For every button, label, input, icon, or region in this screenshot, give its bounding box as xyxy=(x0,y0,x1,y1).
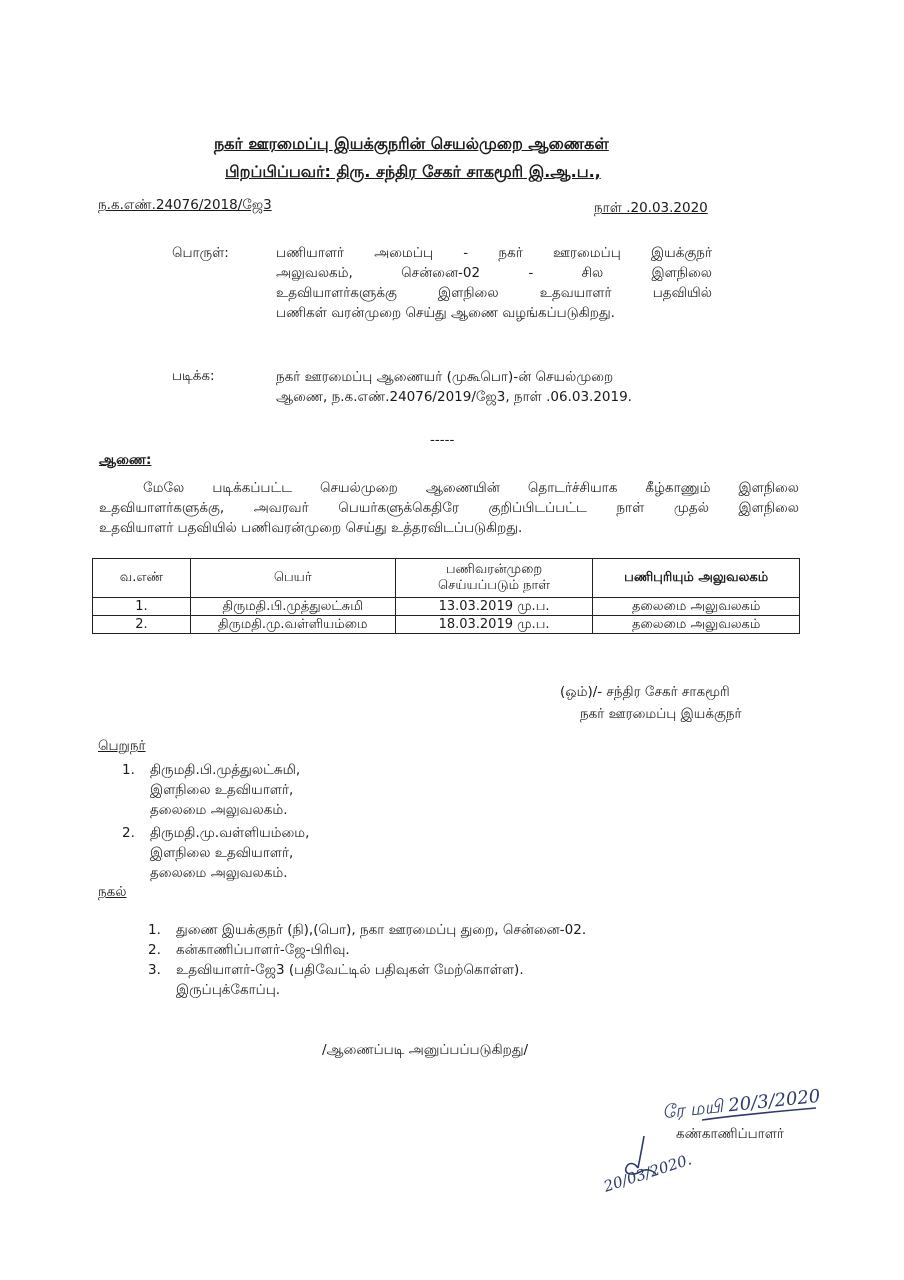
handwritten-initials: ரே மயி 20/3/2020 xyxy=(661,1085,822,1124)
list-number: 1. xyxy=(122,762,135,778)
copy-item-text: கன்காணிப்பாளர்-ஜே-பிரிவு. xyxy=(176,942,350,958)
handwritten-date: 20/03/2020. xyxy=(601,1150,694,1196)
subject-line: பணியாளர் அமைப்பு - நகர் ஊரமைப்பு இயக்குநர் xyxy=(276,245,712,261)
recipients-label: பெறுநர் xyxy=(98,738,146,754)
list-number: 2. xyxy=(122,825,135,841)
read-text xyxy=(276,367,716,407)
table-header-row xyxy=(93,559,800,598)
copy-item-text: உதவியாளர்-ஜே3 (பதிவேட்டில் பதிவுகள் மேற்கொள்ள). xyxy=(176,962,524,978)
copy-item-text: இருப்புக்கோப்பு. xyxy=(176,982,281,998)
table-row xyxy=(93,616,800,634)
copy-item-text: துணை இயக்குநர் (நி),(பொ), நகா ஊரமைப்பு துறை, சென்னை-02. xyxy=(176,922,587,938)
recipients-list xyxy=(122,760,309,883)
recipient-line: தலைமை அலுவலகம். xyxy=(150,865,288,881)
col-header-date-line1: பணிவரன்முறை xyxy=(445,562,543,577)
copy-list xyxy=(148,920,586,1000)
subject-line: அலுவலகம், சென்னை-02 - சில இளநிலை xyxy=(276,265,712,281)
signatory-title: நகர் ஊரமைப்பு இயக்குநர் xyxy=(580,706,742,722)
issuer-line: பிறப்பிப்பவர்: திரு. சந்திர சேகர் சாகமூரி இ.ஆ.ப., xyxy=(225,162,601,181)
list-number: 3. xyxy=(148,962,161,978)
col-header-name: பெயர் xyxy=(190,559,395,598)
col-header-date-line2: செய்யப்படும் நாள் xyxy=(438,578,551,593)
reference-number: ந.க.எண்.24076/2018/ஜே3 xyxy=(98,197,272,213)
cell-name: திருமதி.பி.முத்துலட்சுமி xyxy=(190,598,395,616)
separator: ----- xyxy=(430,432,455,448)
recipient-line: இளநிலை உதவியாளர், xyxy=(150,845,294,861)
cell-date: 18.03.2019 மு.ப. xyxy=(395,616,593,634)
col-header-serial: வ.எண் xyxy=(93,559,191,598)
order-line: உதவியாளர் பதவியில் பணிவரன்முறை செய்து உத்தரவிடப்படுகிறது. xyxy=(99,520,523,536)
order-text xyxy=(99,478,799,538)
order-line: உதவியாளர்களுக்கு, அவரவர் பெயர்களுக்கெதிரே குறிப்பிடப்பட்ட நாள் முதல் இளநிலை xyxy=(99,500,799,516)
list-item xyxy=(122,823,309,883)
order-date: நாள் .20.03.2020 xyxy=(594,200,708,216)
subject-line: உதவியாளர்களுக்கு இளநிலை உதவயாளர் பதவியில் xyxy=(276,285,712,301)
subject-text xyxy=(276,243,712,323)
list-item xyxy=(122,760,309,820)
copy-label: நகல் xyxy=(98,884,127,900)
list-item xyxy=(148,940,586,960)
recipient-line: தலைமை அலுவலகம். xyxy=(150,802,288,818)
col-header-office: பணிபுரியும் அலுவலகம் xyxy=(593,559,800,598)
table-row xyxy=(93,598,800,616)
cell-serial: 2. xyxy=(93,616,191,634)
recipient-line: இளநிலை உதவியாளர், xyxy=(150,782,294,798)
read-label: படிக்க: xyxy=(172,368,215,384)
document-heading: நகர் ஊரமைப்பு இயக்குநரின் செயல்முறை ஆணைகள் xyxy=(214,134,609,153)
list-item xyxy=(148,920,586,940)
cell-office: தலைமை அலுவலகம் xyxy=(593,598,800,616)
recipient-line: திருமதி.பி.முத்துலட்சுமி, xyxy=(150,762,301,778)
handwriting-stroke xyxy=(700,1106,820,1126)
forwarded-note: /ஆணைப்படி அனுப்பப்படுகிறது/ xyxy=(322,1042,529,1058)
appointments-table xyxy=(92,558,800,634)
subject-line: பணிகள் வரன்முறை செய்து ஆணை வழங்கப்படுகிறது. xyxy=(276,305,615,321)
list-number xyxy=(148,980,176,1000)
superintendent-title: கண்காணிப்பாளர் xyxy=(676,1126,784,1142)
list-number: 1. xyxy=(148,922,161,938)
subject-label: பொருள்: xyxy=(172,245,229,261)
cell-office: தலைமை அலுவலகம் xyxy=(593,616,800,634)
cell-name: திருமதி.மு.வள்ளியம்மை xyxy=(190,616,395,634)
read-line: ஆணை, ந.க.எண்.24076/2019/ஜே3, நாள் .06.03.2019. xyxy=(276,389,632,405)
list-number: 2. xyxy=(148,942,161,958)
order-line: மேலே படிக்கப்பட்ட செயல்முறை ஆணையின் தொடர்ச்சியாக கீழ்காணும் இளநிலை xyxy=(143,480,799,496)
list-item xyxy=(148,960,586,980)
list-item xyxy=(148,980,586,1000)
recipient-line: திருமதி.மு.வள்ளியம்மை, xyxy=(150,825,310,841)
cell-serial: 1. xyxy=(93,598,191,616)
signatory-name: (ஒம்)/- சந்திர சேகர் சாகமூரி xyxy=(560,684,730,700)
col-header-date xyxy=(395,559,593,598)
read-line: நகர் ஊரமைப்பு ஆணையர் (முகூபொ)-ன் செயல்முறை xyxy=(276,369,614,385)
order-label: ஆணை: xyxy=(99,452,152,468)
cell-date: 13.03.2019 மு.ப. xyxy=(395,598,593,616)
